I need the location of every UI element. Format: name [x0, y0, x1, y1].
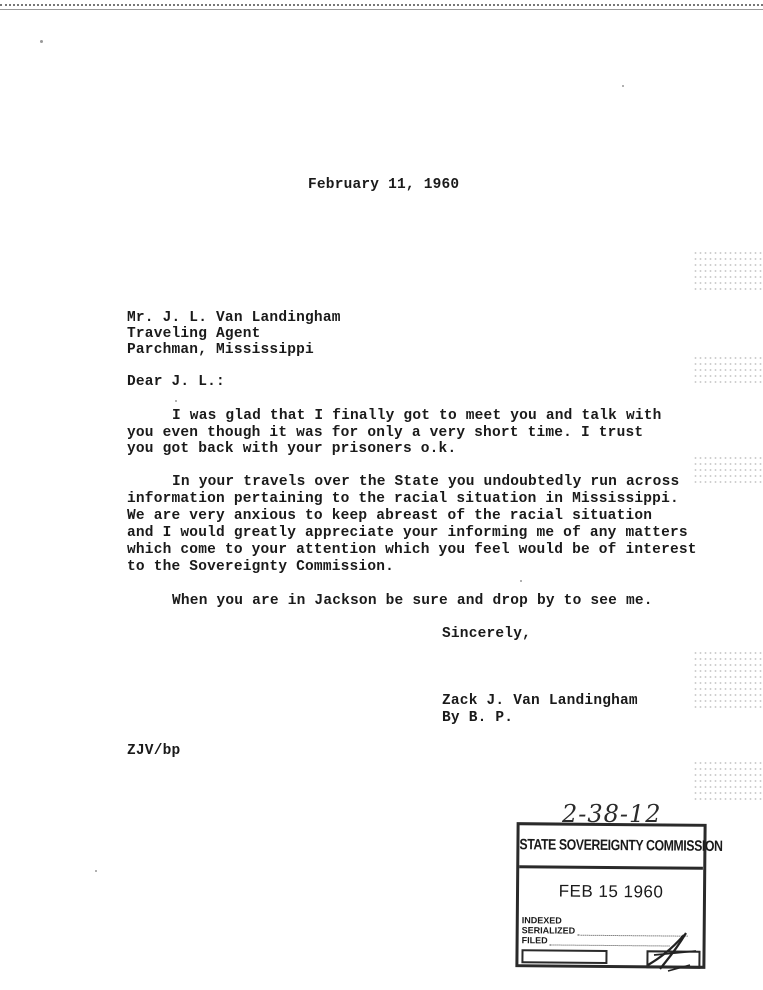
paragraph-3-line: When you are in Jackson be sure and drop by to see me.	[172, 593, 653, 609]
stamp-field-label: FILED	[521, 935, 548, 946]
handwritten-initial-mark	[640, 925, 700, 975]
paragraph-1-line: you even though it was for only a very short time. I trust	[127, 425, 644, 441]
paragraph-2-line: information pertaining to the racial situation in Mississippi.	[127, 491, 679, 507]
closing: Sincerely,	[442, 626, 532, 642]
scan-speck	[175, 400, 177, 402]
scan-speck	[520, 580, 522, 582]
signature-name: Zack J. Van Landingham	[442, 693, 638, 709]
scan-speck	[40, 40, 43, 43]
paragraph-1-line: I was glad that I finally got to meet you and talk with	[172, 408, 662, 424]
scan-noise	[693, 355, 763, 385]
paragraph-2-line: to the Sovereignty Commission.	[127, 559, 395, 575]
recipient-name: Mr. J. L. Van Landingham	[127, 310, 341, 326]
top-border-line	[0, 9, 763, 10]
recipient-title: Traveling Agent	[127, 326, 261, 342]
scan-noise	[693, 650, 763, 710]
stamp-field-label: SERIALIZED	[521, 925, 576, 936]
stamp-date: FEB 15 1960	[558, 881, 664, 902]
stamp-header: STATE SOVEREIGNTY COMMISSION	[519, 825, 703, 870]
stamp-field-indexed	[522, 915, 562, 925]
top-border-dotted	[0, 4, 763, 6]
paragraph-2-line: We are very anxious to keep abreast of the racial situation	[127, 508, 653, 524]
handwritten-file-number: 2-38-12	[562, 800, 662, 828]
paragraph-2-line: which come to your attention which you feel would be of interest	[127, 542, 697, 558]
reference-initials: ZJV/bp	[127, 743, 181, 759]
salutation: Dear J. L.:	[127, 374, 225, 390]
scan-speck	[622, 85, 624, 87]
scan-speck	[95, 870, 97, 872]
signature-by: By B. P.	[442, 710, 514, 726]
scan-noise	[693, 250, 763, 290]
stamp-box	[521, 949, 607, 964]
paragraph-2-line: In your travels over the State you undoubtedly run across	[172, 474, 680, 490]
scan-noise	[693, 455, 763, 485]
letter-date: February 11, 1960	[308, 177, 460, 193]
stamp-field-label: INDEXED	[521, 915, 562, 926]
paragraph-1-line: you got back with your prisoners o.k.	[127, 441, 457, 457]
paragraph-2-line: and I would greatly appreciate your informing me of any matters	[127, 525, 688, 541]
recipient-location: Parchman, Mississippi	[127, 342, 314, 358]
scan-noise	[693, 760, 763, 800]
